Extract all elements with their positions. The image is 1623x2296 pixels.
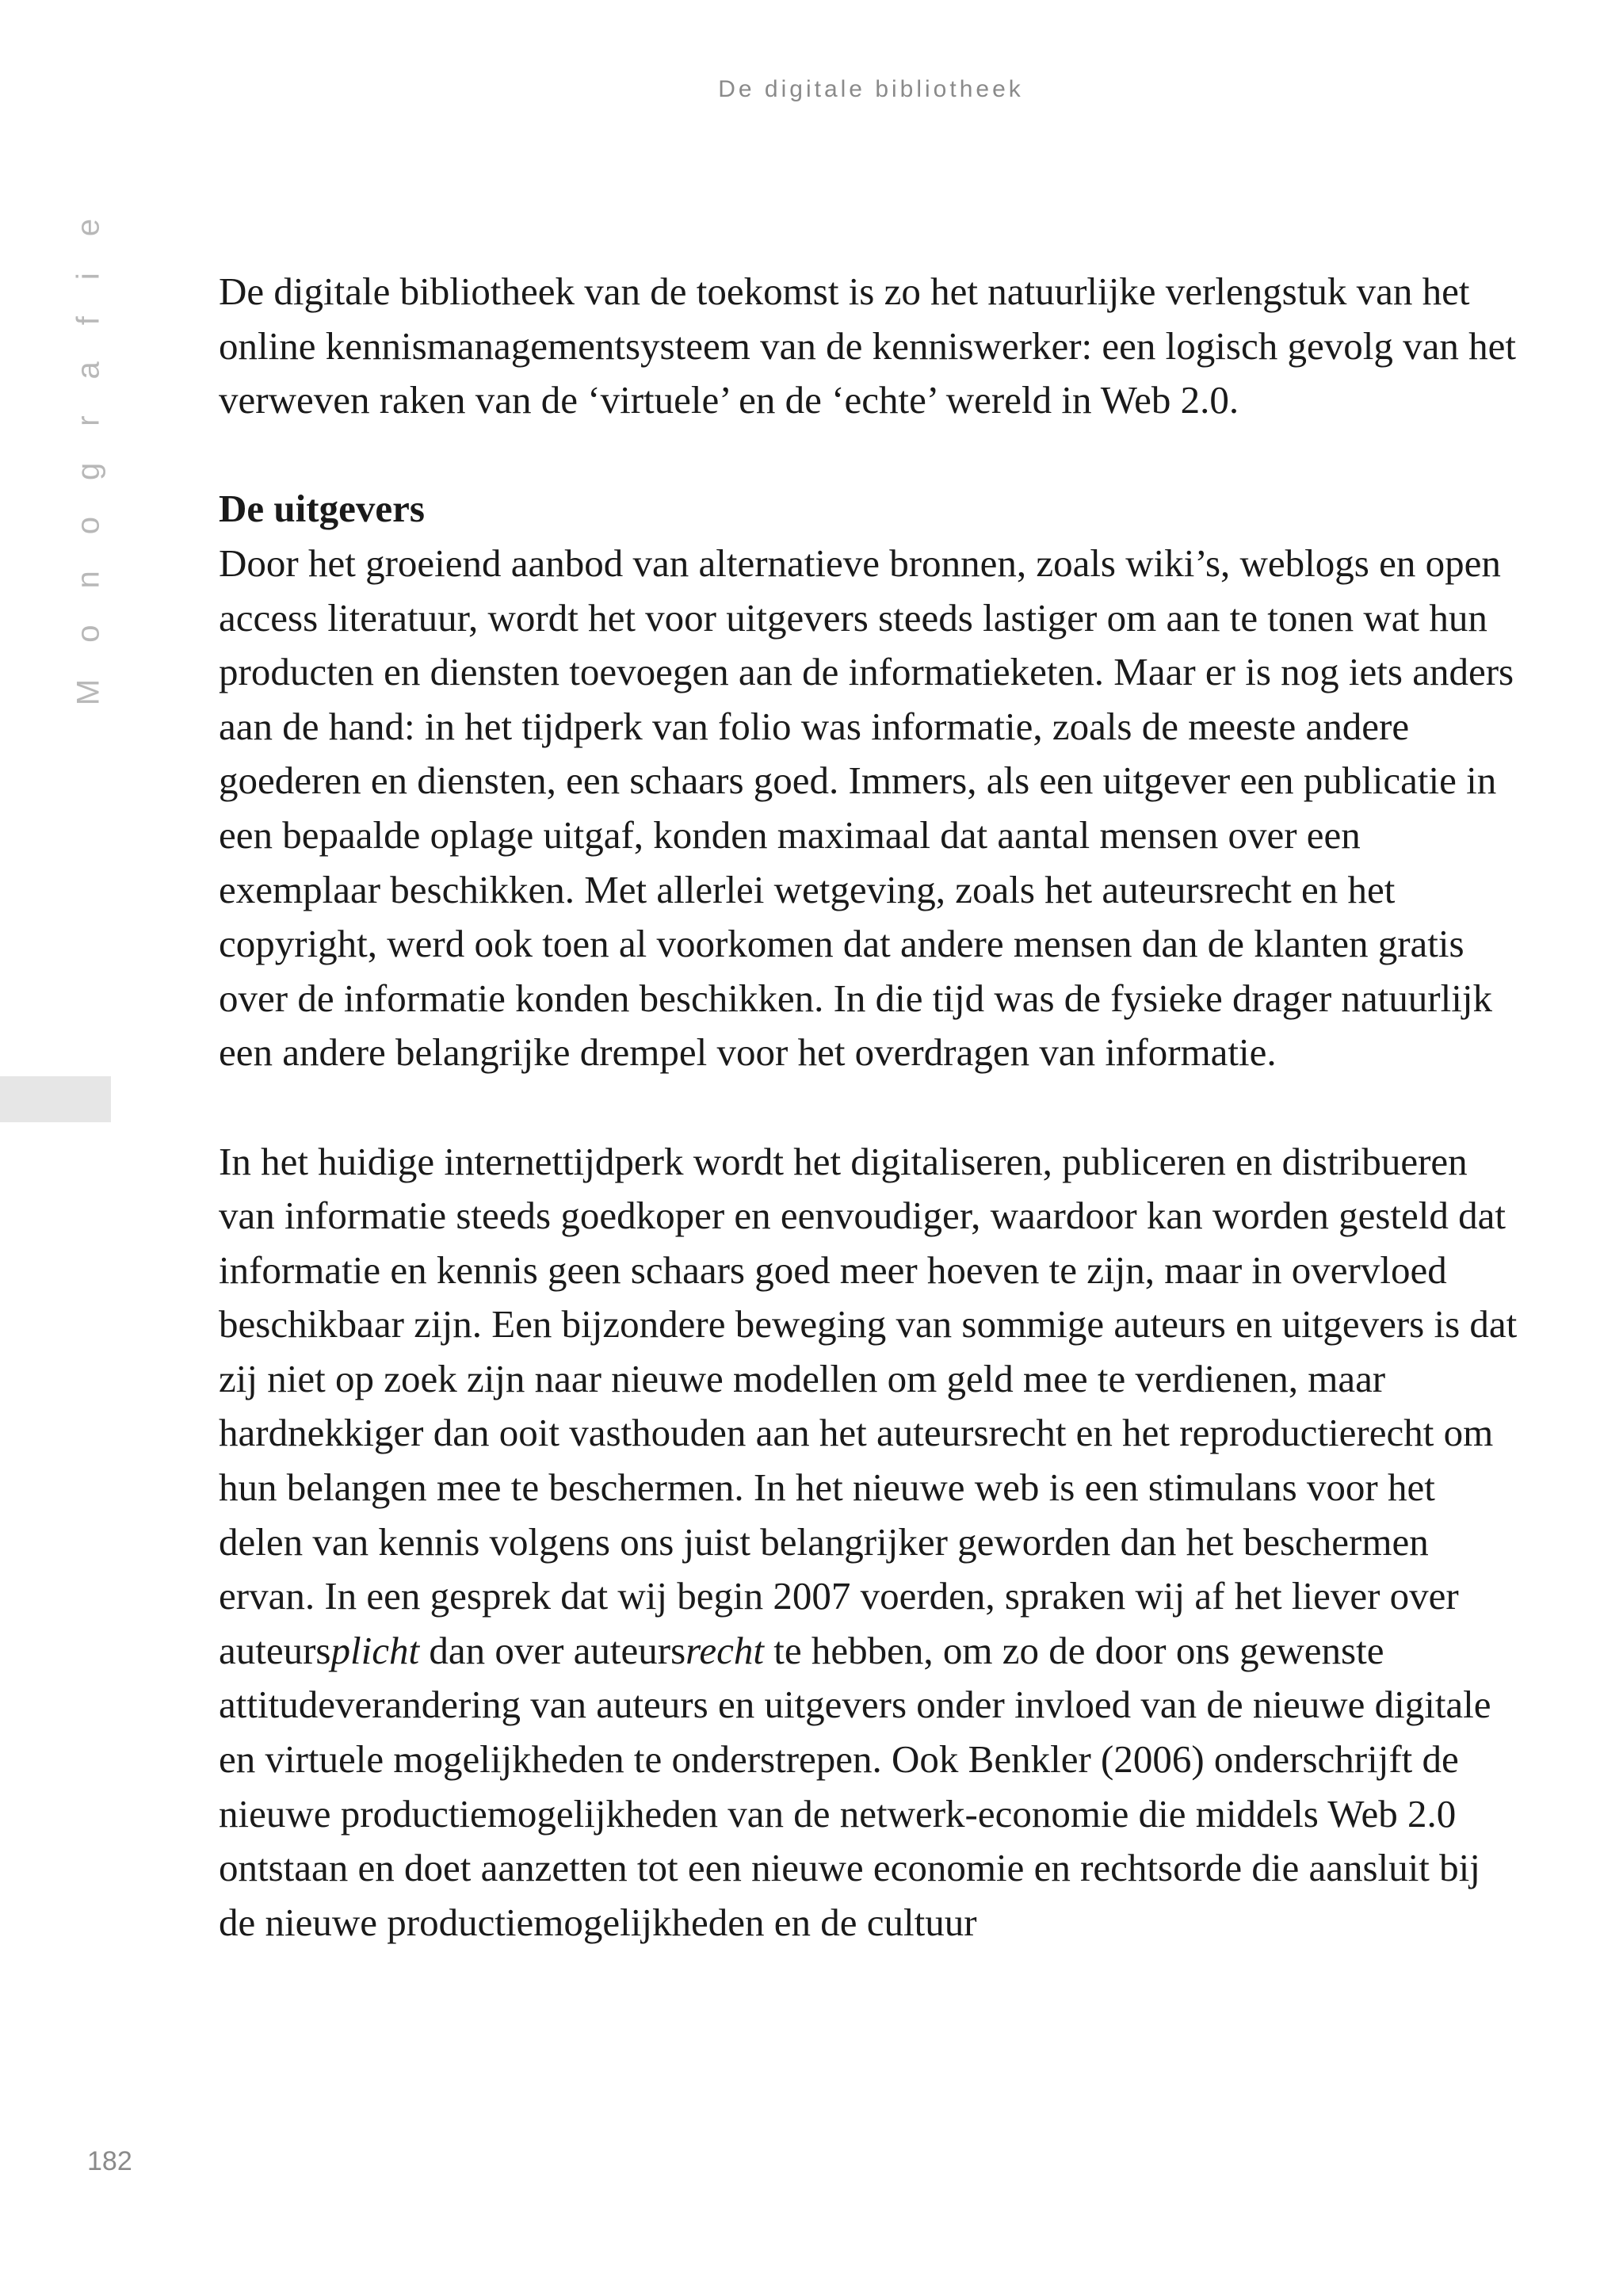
page-body [219,265,1518,2004]
section-side-label: Monografie [71,181,106,706]
intro-paragraph: De digitale bibliotheek van de toekomst is zo het natuurlijke verlengstuk van het online kennismanagementsysteem van de kenniswerker: een logisch gevolg van het verweven raken van de ‘virtuele’ en de ‘echte’ wereld in Web 2.0. [219,269,1516,422]
body-paragraph-1: Door het groeiend aanbod van alternatieve bronnen, zoals wiki’s, weblogs en open access literatuur, wordt het voor uitgevers steeds lastiger om aan te tonen wat hun producten en diensten toevoegen aan de informatieketen. Maar er is nog iets anders aan de hand: in het tijdperk van folio was informatie, zoals de meeste andere goederen en diensten, een schaars goed. Immers, als een uitgever een publicatie in een bepaalde oplage uitgaf, konden maximaal dat aantal mensen over een exemplaar beschikken. Met allerlei wetgeving, zoals het auteursrecht en het copyright, werd ook toen al voorkomen dat andere mensen dan de klanten gratis over de informatie konden beschikken. In die tijd was de fysieke drager natuurlijk een andere belangrijke drempel voor het overdragen van informatie. [219,541,1514,1075]
paragraph-2-text-b: dan over auteurs [419,1628,686,1672]
section-heading: De uitgevers [219,487,425,531]
body-paragraph-2 [219,1135,1518,1950]
section-side-tab [0,1076,111,1122]
page-number: 182 [87,2146,132,2176]
running-header: De digitale bibliotheek [718,76,1024,102]
paragraph-2-text-a: In het huidige internettijdperk wordt het digitaliseren, publiceren en distribueren van informatie steeds goedkoper en eenvoudiger, waardoor kan worden gesteld dat informatie en kennis geen schaars goed meer hoeven te zijn, maar in overvloed beschikbaar zijn. Een bijzondere beweging van sommige auteurs en uitgevers is dat zij niet op zoek zijn naar nieuwe modellen om geld mee te verdienen, maar hardnekkiger dan ooit vasthouden aan het auteursrecht en het reproductierecht om hun belangen mee te beschermen. In het nieuwe web is een stimulans voor het delen van kennis volgens ons juist belangrijker geworden dan het beschermen ervan. In een gesprek dat wij begin 2007 voerden, spraken wij af het liever over auteurs [219,1139,1518,1672]
paragraph-2-emphasis-plicht: plicht [330,1628,420,1672]
paragraph-2-text-c: te hebben, om zo de door ons gewenste attitudeverandering van auteurs en uitgevers onder invloed van de nieuwe digitale en virtuele mogelijkheden te onderstrepen. Ook Benkler (2006) onderschrijft de nieuwe productiemogelijkheden van de netwerk-economie die middels Web 2.0 ontstaan en doet aanzetten tot een nieuwe economie en rechtsorde die aansluit bij de nieuwe productiemogelijkheden en de cultuur [219,1628,1491,1944]
paragraph-2-emphasis-recht: recht [685,1628,765,1672]
